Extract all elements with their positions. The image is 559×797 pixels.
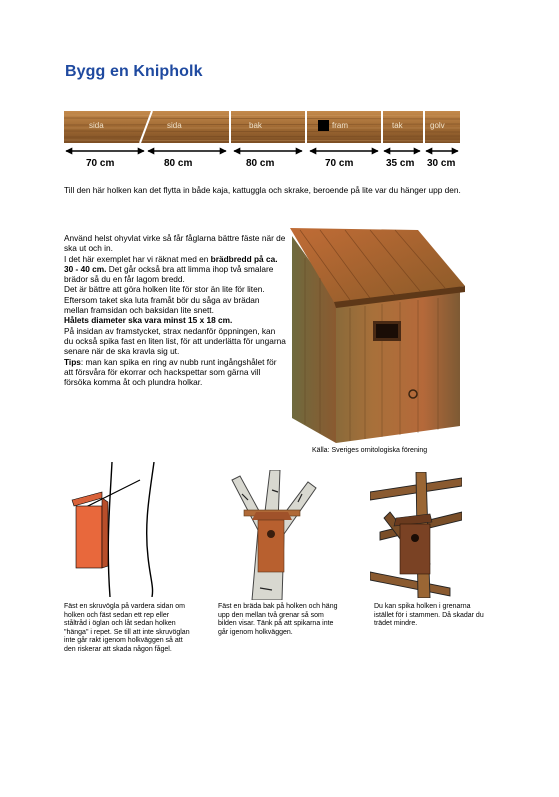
nailed-birdhouse-illustration	[370, 472, 462, 598]
measure-label: 30 cm	[427, 158, 456, 169]
measure-label: 80 cm	[164, 158, 193, 169]
paragraph: I det här exemplet har vi räknat med en brädbredd på ca. 30 - 40 cm. Det går också bra att limma ihop två smalare brädor så du en får lagom bredd.	[64, 253, 278, 285]
emphasis: brädbredd på ca. 30 - 40 cm.	[64, 253, 278, 274]
part-label: sida	[89, 121, 104, 130]
paragraph: Använd helst ohyvlat virke så får fåglarna bättre fäste när de ska ut och in.	[64, 233, 286, 254]
page-title: Bygg en Knipholk	[65, 63, 203, 80]
measure-label: 70 cm	[325, 158, 354, 169]
measure-label: 80 cm	[246, 158, 275, 169]
instructions-text	[64, 233, 286, 387]
part-label: golv	[430, 121, 445, 130]
branch-birdhouse-illustration	[222, 470, 332, 600]
part-label: bak	[249, 121, 262, 130]
paragraph: Tips: man kan spika en ring av nubb runt ingångshålet för att försvåra för ekorrar och hackspettar som gärna vill försöka komma åt och plundra holkar.	[64, 356, 277, 388]
caption-nailed: Du kan spika holken i grenarna istället för i stammen. Då skadar du trädet mindre.	[374, 603, 484, 628]
caption-branches: Fäst en bräda bak på holken och häng upp den mellan två grenar så som bilden visar. Tänk på att spikarna inte går igenom holkväggen.	[218, 603, 338, 636]
image-source: Källa: Sveriges ornitologiska förening	[312, 447, 428, 454]
part-label: tak	[392, 121, 403, 130]
measure-label: 70 cm	[86, 158, 115, 169]
paragraph: På insidan av framstycket, strax nedanför öppningen, kan du också spika fast en liten list, för att underlätta för ungarna senare när de ska kravla sig ut.	[64, 325, 286, 357]
intro-text: Till den här holken kan det flytta in både kaja, kattuggla och skrake, beroende på lite var du hänger upp den.	[64, 185, 461, 195]
paragraph-bold: Hålets diameter ska vara minst 15 x 18 cm.	[64, 315, 233, 326]
paragraph: Det är bättre att göra holken lite för stor än lite för liten.	[64, 284, 265, 295]
part-label: fram	[332, 121, 348, 130]
paragraph: Eftersom taket ska luta framåt bör du såga av brädan mellan framsidan och baksidan lite snett.	[64, 294, 260, 316]
birdhouse-illustration	[290, 228, 465, 448]
tips-label: Tips	[64, 356, 81, 367]
hanging-birdhouse-illustration	[62, 462, 172, 597]
measure-label: 35 cm	[386, 158, 415, 169]
caption-hanging: Fäst en skruvögla på vardera sidan om holken och fäst sedan ett rep eller ståltråd i öglan och låt sedan holken "hänga" i repet. Se till att inte skruvöglan inte går rakt igenom holkväggen så att den riskerar att skada någon fågel.	[64, 603, 190, 653]
part-label: sida	[167, 121, 182, 130]
